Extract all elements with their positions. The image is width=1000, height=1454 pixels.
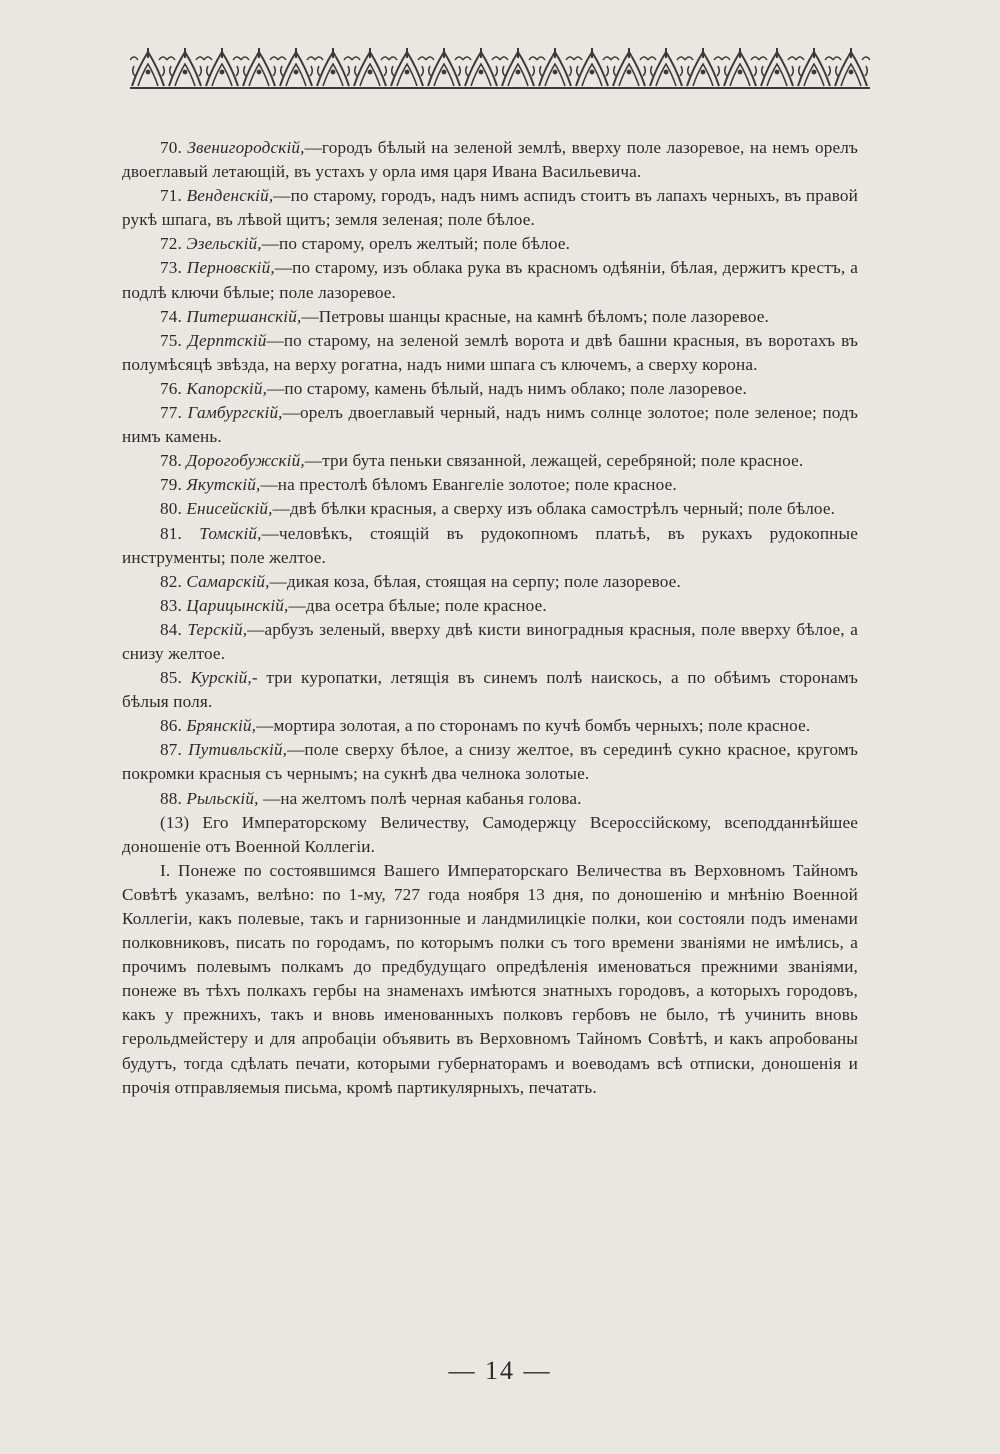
entry-description: —арбузъ зеленый, вверху двѣ кисти виноградныя красныя, поле вверху бѣлое, а снизу желтое. [122,619,858,663]
entry-city-name: Дорогобужскій, [186,451,305,471]
entry-number: 80. [160,499,182,519]
entry-city-name: Гамбургскій, [187,403,283,423]
note-paragraph: (13) Его Императорскому Величеству, Самодержцу Всероссійскому, всеподданнѣйшее доношеніе отъ Военной Коллегіи. [122,812,858,856]
entry-description: —человѣкъ, стоящій въ рудокопномъ платьѣ, въ рукахъ рудокопные инструменты; поле желтое. [122,523,858,567]
page-number: — 14 — [448,1356,552,1385]
entry-description: —по старому, изъ облака рука въ красномъ одѣяніи, бѣлая, держитъ крестъ, а подлѣ ключи бѣлые; поле лазоревое. [122,258,858,302]
entry-number: 70. [160,138,182,157]
entry-paragraph [122,136,858,184]
entry-number: 84. [160,619,182,639]
entry-paragraph [122,377,858,401]
entry-paragraph [122,570,858,594]
entry-description: —поле сверху бѣлое, а снизу желтое, въ серединѣ сукно красное, кругомъ покромки красныя съ чернымъ; на сукнѣ два челнока золотые. [122,740,858,784]
entry-description: —по старому, на зеленой землѣ ворота и двѣ башни красныя, въ воротахъ въ полумѣсяцѣ звѣзда, на верху рогатна, надъ ними шпага съ ключемъ, а сверху корона. [122,330,858,374]
entry-city-name: Самарскій, [186,571,270,591]
entry-number: 76. [160,378,182,398]
entry-city-name: Брянскій, [186,716,257,736]
entry-number: 86. [160,716,182,736]
entry-number: 75. [160,330,182,350]
ornamental-border-icon [130,46,870,90]
entry-number: 85. [160,668,182,688]
entry-city-name: Курскій, [190,668,252,688]
entry-city-name: Томскій, [199,523,262,543]
entry-city-name: Путивльскій, [188,740,288,760]
entries-list [122,136,858,811]
entry-paragraph [122,232,858,256]
entry-paragraph [122,787,858,811]
entry-number: 72. [160,234,182,254]
entry-paragraph [122,738,858,786]
entry-description: —по старому, орелъ желтый; поле бѣлое. [261,234,571,254]
entry-paragraph [122,522,858,570]
entry-city-name: Капорскій, [186,378,268,398]
entry-number: 78. [160,451,182,471]
entry-number: 73. [160,258,182,278]
entry-description: —дикая коза, бѣлая, стоящая на серпу; поле лазоревое. [269,571,681,591]
entry-description: —два осетра бѣлые; поле красное. [288,595,547,615]
entry-paragraph [122,594,858,618]
entry-description: —городъ бѣлый на зеленой землѣ, вверху поле лазоревое, на немъ орелъ двоеглавый летающій, въ устахъ у орла имя царя Ивана Васильевича. [122,138,858,182]
entry-number: 71. [160,186,182,206]
entry-city-name: Эзельскій, [186,234,262,254]
entry-description: —на желтомъ полѣ черная кабанья голова. [258,788,582,808]
entry-city-name: Питершанскій, [186,306,302,326]
entry-paragraph [122,305,858,329]
entry-city-name: Венденскій, [186,186,274,206]
entry-city-name: Перновскій, [186,258,275,278]
entry-description: —двѣ бѣлки красныя, а сверху изъ облака самострѣлъ черный; поле бѣлое. [272,499,836,519]
entry-paragraph [122,666,858,714]
entry-number: 82. [160,571,182,591]
entry-paragraph [122,256,858,304]
entry-paragraph [122,184,858,232]
entry-number: 81. [160,523,182,543]
entry-paragraph [122,618,858,666]
entry-description: —Петровы шанцы красные, на камнѣ бѣломъ; поле лазоревое. [301,306,769,326]
entry-city-name: Енисейскій, [186,499,273,519]
entry-paragraph [122,401,858,449]
entry-paragraph [122,497,858,521]
entry-number: 83. [160,595,182,615]
entry-number: 77. [160,403,182,423]
entry-number: 74. [160,306,182,326]
entry-city-name: Царицынскій, [186,595,289,615]
entry-city-name: Терскій, [187,619,248,639]
decree-paragraph: І. Понеже по состоявшимся Вашего Императорскаго Величества въ Верховномъ Тайномъ Совѣтѣ указамъ, велѣно: по 1-му, 727 года ноября 13 дня, по доношенію и мнѣнію Военной Коллегіи, какъ полевые, такъ и гарнизонные и ландмилицкіе полки, кои состояли подъ именами полковниковъ, писать по городамъ, по которымъ полки съ того времени званіями не имѣлись, а прочимъ полевымъ полкамъ до предбудущаго опредѣленія именоваться прежними званіями, понеже въ тѣхъ полкахъ гербы на знаменахъ имѣются знатныхъ городовъ, а которыхъ городовъ, какъ у прежнихъ, такъ и вновь именованныхъ полковъ гербовъ не было, тѣ учинить вновь герольдмейстеру и для апробаціи объявить въ Верховномъ Тайномъ Совѣтѣ, и какъ апробованы будутъ, тогда сдѣлать печати, которыми губернаторамъ и воеводамъ всѣ отписки, доношенія и прочія отправляемыя письма, кромѣ партикулярныхъ, печатать. [122,860,858,1097]
entry-paragraph [122,329,858,377]
entry-number: 88. [160,788,182,808]
entry-description: —мортира золотая, а по сторонамъ по кучѣ бомбъ черныхъ; поле красное. [256,716,811,736]
entry-description: —орелъ двоеглавый черный, надъ нимъ солнце золотое; поле зеленое; подъ нимъ камень. [122,403,858,447]
entry-number: 87. [160,740,182,760]
entry-city-name: Дерптскій [187,330,267,350]
entry-city-name: Звенигородскій, [187,138,305,157]
entry-paragraph [122,449,858,473]
entry-description: —по старому, камень бѣлый, надъ нимъ облако; поле лазоревое. [267,378,747,398]
entry-paragraph [122,714,858,738]
entry-description: —три бута пеньки связанной, лежащей, серебряной; поле красное. [304,451,804,471]
entry-paragraph [122,473,858,497]
body-text [122,136,858,1100]
entry-description: - три куропатки, летящія въ синемъ полѣ наискось, а по обѣимъ сторонамъ бѣлыя поля. [122,668,859,712]
entry-description: —на престолѣ бѣломъ Евангеліе золотое; поле красное. [260,475,677,495]
entry-number: 79. [160,475,182,495]
entry-city-name: Рыльскій, [186,788,259,808]
entry-description: —по старому, городъ, надъ нимъ аспидъ стоитъ въ лапахъ черныхъ, въ правой рукѣ шпага, въ лѣвой щитъ; земля зеленая; поле бѣлое. [122,186,858,230]
entry-city-name: Якутскій, [186,475,261,495]
